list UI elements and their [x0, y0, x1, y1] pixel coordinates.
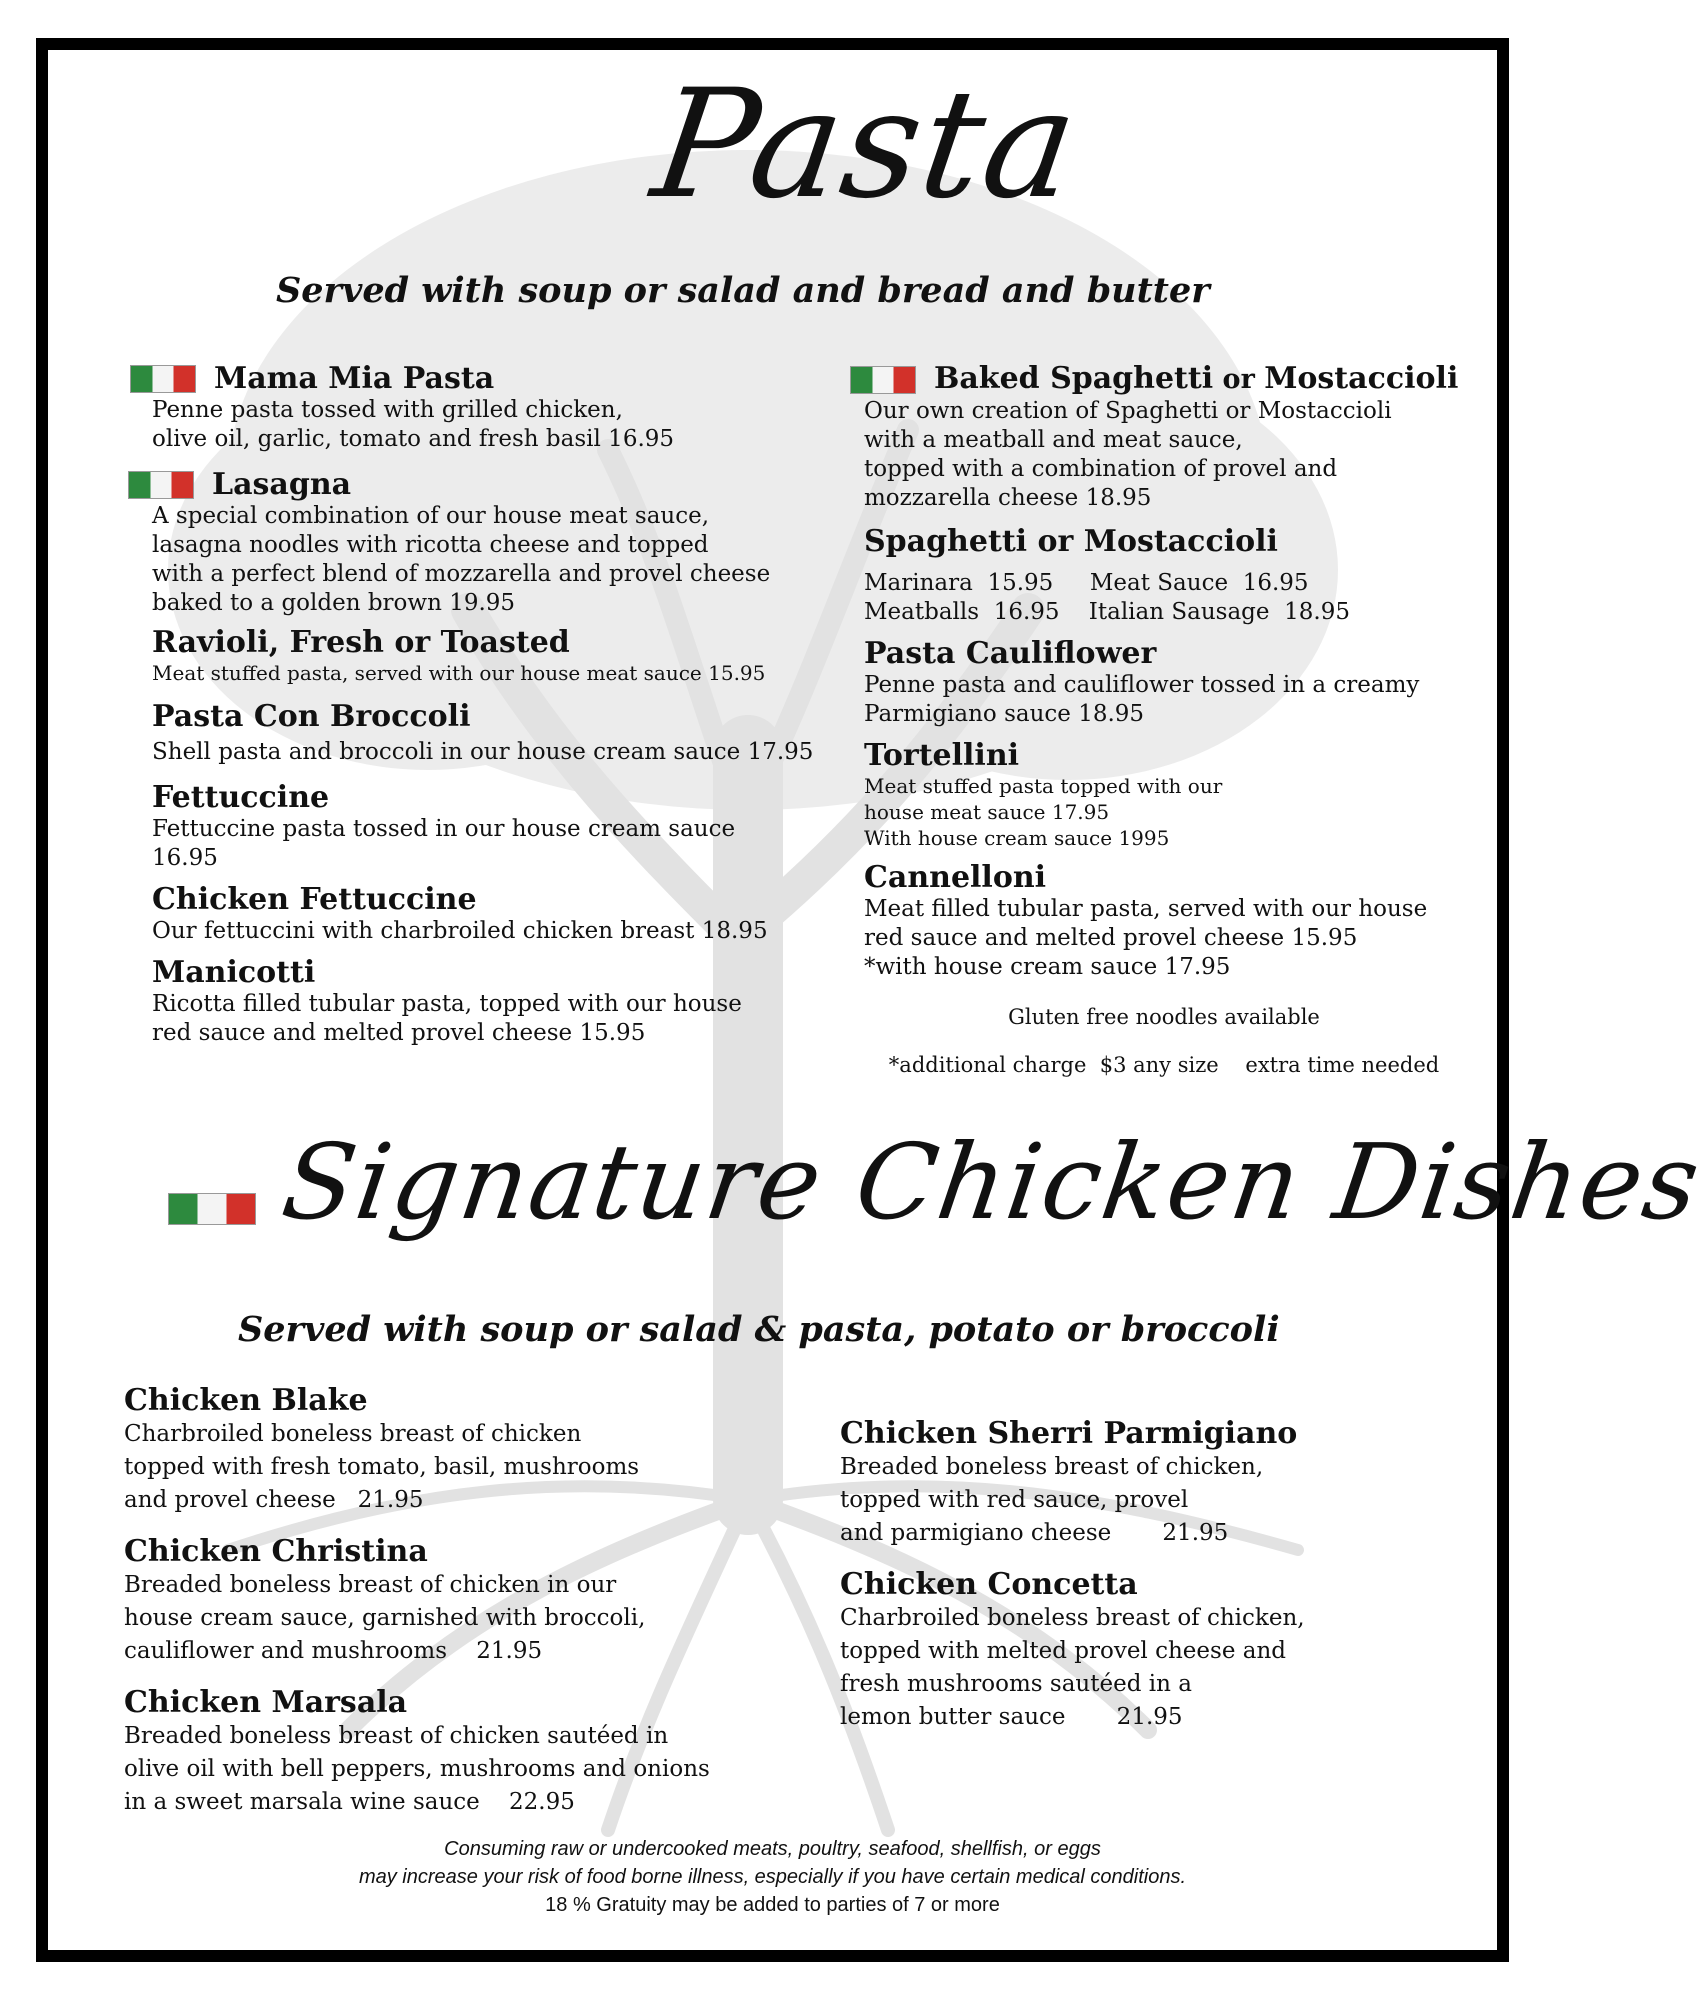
item-desc-line: Breaded boneless breast of chicken, [840, 1454, 1264, 1480]
item-desc-line: Shell pasta and broccoli in our house cream sauce 17.95 [152, 739, 814, 765]
item-name: Chicken Concetta [840, 1567, 1138, 1602]
item-desc-line: olive oil with bell peppers, mushrooms and onions [124, 1756, 710, 1782]
item-desc-line: baked to a golden brown 19.95 [152, 590, 516, 616]
item-desc-line: topped with fresh tomato, basil, mushrooms [124, 1454, 640, 1480]
pasta-left-column [128, 362, 828, 1048]
item-desc-line: Marinara 15.95 Meat Sauce 16.95 [864, 570, 1309, 596]
menu-item-chicken-marsala [124, 1686, 744, 1819]
item-desc-line: Fettuccine pasta tossed in our house cream sauce [152, 816, 736, 842]
item-desc-line: Penne pasta and cauliflower tossed in a creamy [864, 672, 1420, 698]
menu-item-chicken-blake [124, 1384, 744, 1517]
menu-item-cannelloni [864, 861, 1518, 982]
item-name: Manicotti [152, 955, 316, 990]
item-name: Ravioli, Fresh or Toasted [152, 625, 570, 660]
pasta-section-title: Pasta [643, 58, 1089, 232]
item-desc-line: Charbroiled boneless breast of chicken [124, 1421, 582, 1447]
pasta-right-column [838, 362, 1518, 1100]
item-name: Baked Spaghetti or Mostaccioli [934, 361, 1459, 396]
item-desc-line: Meatballs 16.95 Italian Sausage 18.95 [864, 599, 1350, 625]
item-desc-line: topped with a combination of provel and [864, 456, 1338, 482]
item-name: Pasta Con Broccoli [152, 699, 471, 734]
pasta-section-subtitle: Served with soup or salad and bread and butter [276, 270, 1210, 311]
item-desc-line: Meat stuffed pasta topped with our [864, 774, 1223, 798]
item-name: Chicken Blake [124, 1383, 368, 1418]
item-desc-line: in a sweet marsala wine sauce 22.95 [124, 1789, 575, 1815]
item-desc-line: red sauce and melted provel cheese 15.95 [864, 925, 1358, 951]
menu-item-chicken-fettuccine [152, 883, 828, 946]
item-desc-line: and provel cheese 21.95 [124, 1487, 424, 1513]
menu-item-fettuccine [152, 781, 828, 873]
item-desc-line: mozzarella cheese 18.95 [864, 485, 1152, 511]
item-desc-line: With house cream sauce 1995 [864, 826, 1170, 850]
item-desc-line: Meat stuffed pasta, served with our house meat sauce 15.95 [152, 661, 766, 685]
gluten-note-line: *additional charge $3 any size extra time needed [888, 1053, 1440, 1077]
chicken-right-column [840, 1417, 1460, 1734]
item-desc-line: olive oil, garlic, tomato and fresh basil 16.95 [152, 426, 675, 452]
item-name: Lasagna [212, 467, 352, 502]
item-desc-line: fresh mushrooms sautéed in a [840, 1671, 1192, 1697]
item-desc-line: with a meatball and meat sauce, [864, 427, 1243, 453]
gluten-free-note [864, 1004, 1464, 1079]
food-safety-warning: may increase your risk of food borne illness, especially if you have certain medical conditions. [358, 1866, 1187, 1888]
item-desc-line: Breaded boneless breast of chicken sautéed in [124, 1723, 669, 1749]
menu-item-lasagna [128, 468, 828, 618]
menu-item-pasta-con-broccoli [152, 700, 828, 767]
footer-notice [48, 1835, 1497, 1919]
item-desc-line: lemon butter sauce 21.95 [840, 1704, 1183, 1730]
item-desc-line: and parmigiano cheese 21.95 [840, 1520, 1229, 1546]
item-name: Chicken Christina [124, 1534, 428, 1569]
menu-item-baked-spaghetti [838, 362, 1518, 513]
item-name: Chicken Sherri Parmigiano [840, 1416, 1298, 1451]
item-desc-line: *with house cream sauce 17.95 [864, 954, 1231, 980]
item-name: Mama Mia Pasta [214, 361, 495, 396]
item-name: Cannelloni [864, 860, 1047, 895]
item-name: Chicken Marsala [124, 1685, 408, 1720]
item-name: Tortellini [864, 738, 1020, 773]
item-desc-line: Our own creation of Spaghetti or Mostaccioli [864, 398, 1392, 424]
menu-item-mama-mia-pasta [128, 362, 828, 454]
item-desc-line: Ricotta filled tubular pasta, topped with our house [152, 991, 742, 1017]
item-name: Chicken Fettuccine [152, 882, 477, 917]
italian-flag-icon [168, 1193, 256, 1225]
item-desc-line: Charbroiled boneless breast of chicken, [840, 1605, 1305, 1631]
item-desc-line: A special combination of our house meat sauce, [152, 503, 710, 529]
italian-flag-icon [130, 365, 196, 393]
item-desc-line: house cream sauce, garnished with broccoli, [124, 1605, 646, 1631]
chicken-section-subtitle: Served with soup or salad & pasta, potato or broccoli [238, 1309, 1280, 1350]
item-desc-line: lasagna noodles with ricotta cheese and topped [152, 532, 709, 558]
item-desc-line: house meat sauce 17.95 [864, 800, 1110, 824]
item-desc-line: 16.95 [152, 845, 218, 871]
italian-flag-icon [128, 471, 194, 499]
item-name: Fettuccine [152, 780, 330, 815]
item-desc-line: cauliflower and mushrooms 21.95 [124, 1638, 543, 1664]
menu-item-ravioli [152, 626, 828, 686]
item-desc-line: Our fettuccini with charbroiled chicken breast 18.95 [152, 918, 768, 944]
italian-flag-icon [850, 366, 916, 394]
item-name: Pasta Cauliflower [864, 636, 1157, 671]
menu-item-chicken-concetta [840, 1568, 1460, 1734]
item-desc-line: topped with melted provel cheese and [840, 1638, 1286, 1664]
chicken-section-title: Signature Chicken Dishes [275, 1121, 1708, 1243]
item-desc-line: Penne pasta tossed with grilled chicken, [152, 397, 623, 423]
item-desc-line: with a perfect blend of mozzarella and provel cheese [152, 561, 771, 587]
item-desc-line: topped with red sauce, provel [840, 1487, 1189, 1513]
menu-item-manicotti [152, 956, 828, 1048]
item-name: Spaghetti or Mostaccioli [864, 524, 1278, 559]
menu-item-tortellini [864, 739, 1518, 851]
item-desc-line: Breaded boneless breast of chicken in our [124, 1572, 617, 1598]
gluten-note-line: Gluten free noodles available [1008, 1005, 1320, 1029]
item-desc-line: Parmigiano sauce 18.95 [864, 701, 1145, 727]
menu-item-pasta-cauliflower [864, 637, 1518, 729]
menu-item-chicken-sherri-parmigiano [840, 1417, 1460, 1550]
food-safety-warning: Consuming raw or undercooked meats, poultry, seafood, shellfish, or eggs [444, 1838, 1101, 1860]
item-desc-line: red sauce and melted provel cheese 15.95 [152, 1020, 646, 1046]
menu-item-chicken-christina [124, 1535, 744, 1668]
gratuity-notice: 18 % Gratuity may be added to parties of 7 or more [545, 1894, 1000, 1916]
menu-item-spaghetti-or-mostaccioli [864, 525, 1518, 627]
chicken-left-column [124, 1384, 744, 1819]
item-desc-line: Meat filled tubular pasta, served with our house [864, 896, 1428, 922]
menu-frame [36, 38, 1708, 1962]
